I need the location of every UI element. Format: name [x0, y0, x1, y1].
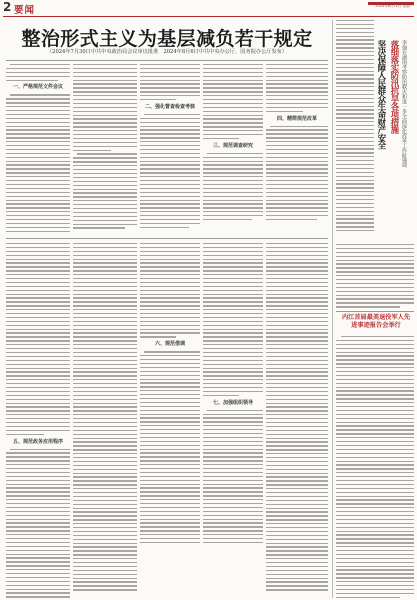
mid-divider [6, 238, 328, 239]
article-column-5 [266, 64, 328, 234]
sidebar-divider-2 [336, 311, 414, 312]
main-subheadline: （2024年7月30日中共中央政治局会议审议批准 2024年8月6日中共中央办公厅、国务院办公厅发布） [46, 49, 288, 55]
headline-divider [6, 60, 328, 61]
section-title: 五、规范政务应用程序 [12, 438, 63, 445]
sidebar-headline-red: 落细落实防汛抗旱各项措施 [390, 40, 400, 134]
article-column-9 [203, 243, 263, 598]
section-title: 二、强化督查检查考核 [144, 103, 195, 110]
date-info: 2024年8月12日 星期一 [375, 4, 413, 8]
sidebar-kicker: 李强在湖南考察防汛救灾和进一步全面深化改革工作时强调 [401, 40, 407, 168]
article-column-2 [73, 64, 137, 234]
main-headline: 整治形式主义为基层减负若干规定 [21, 28, 313, 50]
section-title: 三、规范调查研究 [212, 142, 253, 149]
article-column-8 [140, 243, 200, 598]
article-column-10 [266, 243, 328, 598]
article-column-7 [73, 243, 137, 598]
article-column-4 [203, 64, 263, 234]
page-number: 2 [3, 0, 12, 14]
sidebar-headline-black: 坚决保障人民群众生命财产安全 [377, 40, 387, 150]
sidebar-divider [332, 20, 333, 598]
sidebar-column-1 [336, 20, 374, 240]
masthead [3, 2, 414, 17]
article-column-3 [140, 64, 200, 234]
article-column-1 [6, 64, 70, 234]
section-title: 七、加强组织领导 [212, 399, 253, 406]
section-name: 要闻 [14, 5, 36, 16]
sidebar-column-3 [336, 336, 414, 598]
section-title: 四、精简规范改革 [276, 115, 317, 122]
sidebar-lower-headline: 内江首届最美退役军人先进事迹报告会举行 [341, 314, 411, 329]
section-title: 六、规范借调 [154, 341, 185, 348]
article-column-6 [6, 243, 70, 598]
section-title: 一、严格规范文件会议 [12, 84, 63, 91]
sidebar-column-2 [336, 244, 414, 310]
